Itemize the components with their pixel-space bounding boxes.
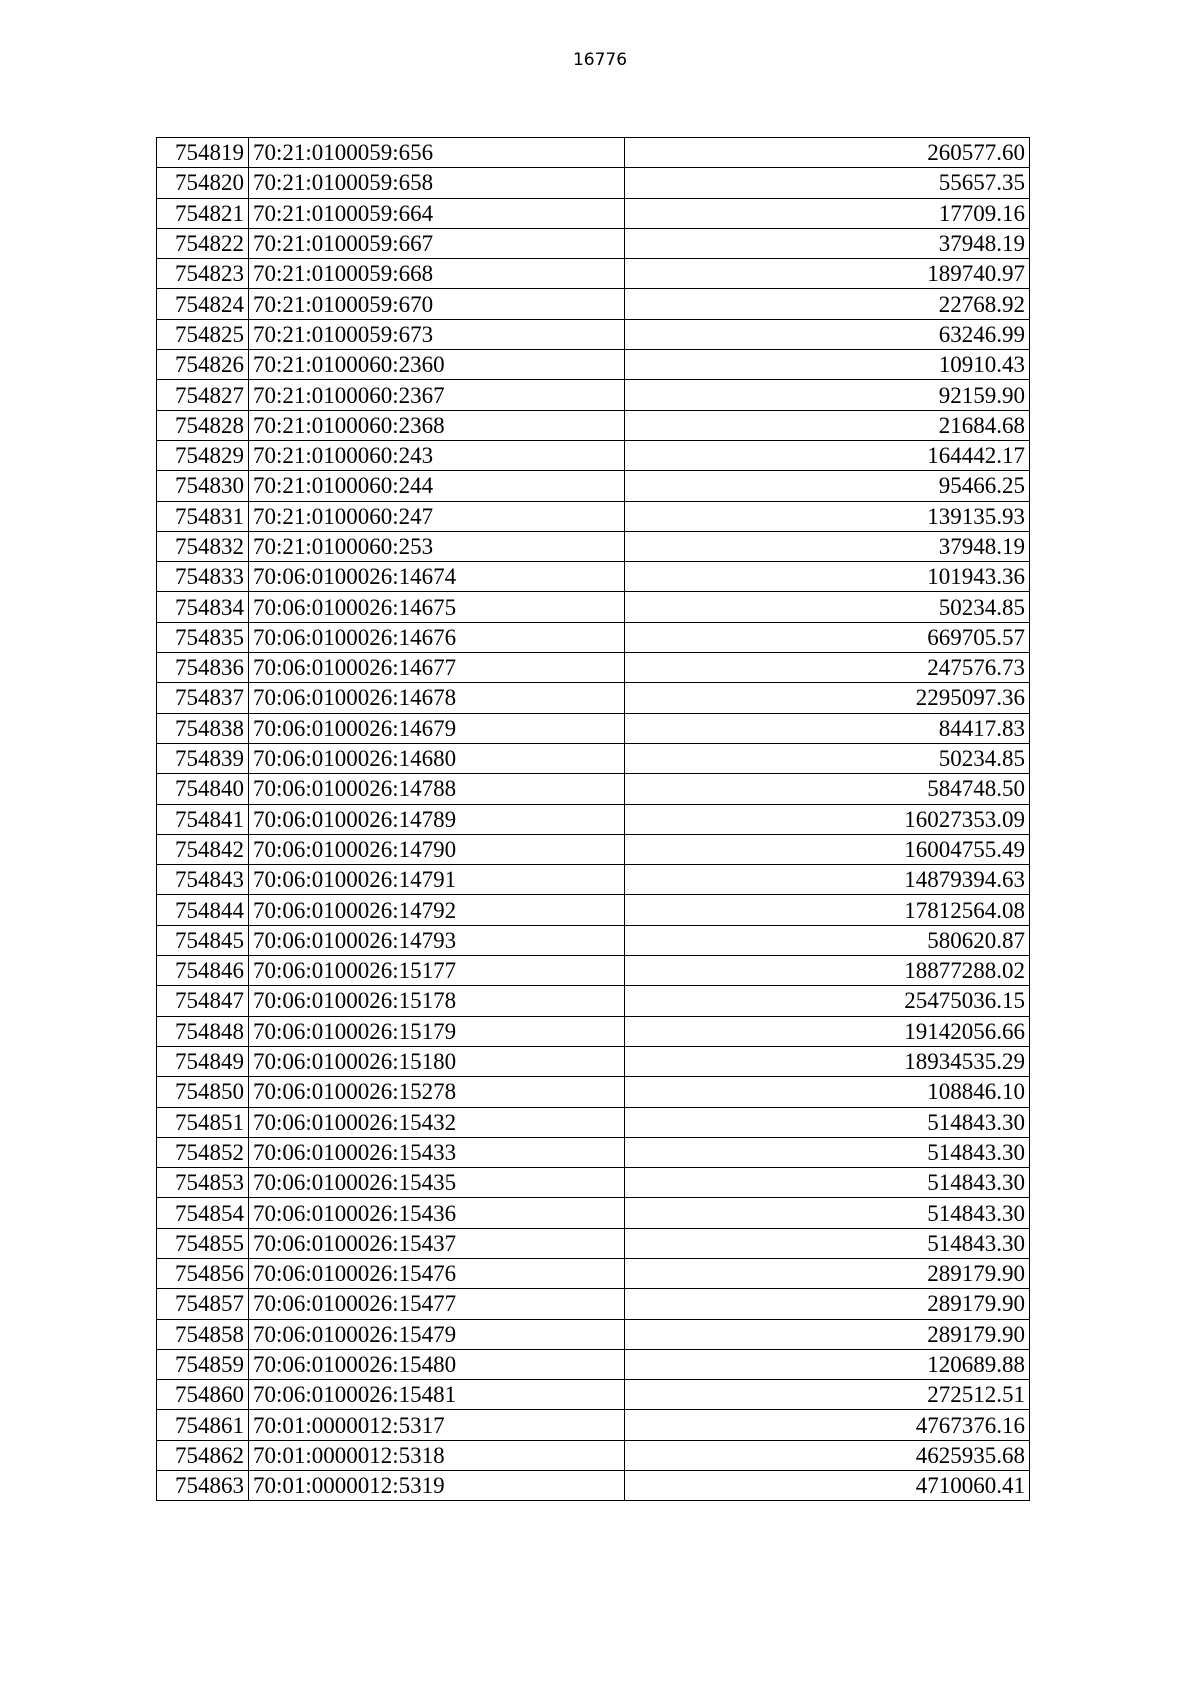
table-row — [157, 289, 1030, 319]
row-number-cell: 754854 — [157, 1198, 249, 1228]
row-number-cell: 754863 — [157, 1471, 249, 1501]
row-number-cell: 754855 — [157, 1228, 249, 1258]
table-row — [157, 1380, 1030, 1410]
table-row — [157, 410, 1030, 440]
table-row — [157, 531, 1030, 561]
row-number-cell: 754820 — [157, 168, 249, 198]
cadastral-number-cell: 70:01:0000012:5318 — [249, 1440, 625, 1470]
cadastral-number-cell: 70:21:0100060:247 — [249, 501, 625, 531]
table-row — [157, 471, 1030, 501]
value-cell: 289179.90 — [625, 1289, 1030, 1319]
row-number-cell: 754827 — [157, 380, 249, 410]
row-number-cell: 754841 — [157, 804, 249, 834]
table-row — [157, 138, 1030, 168]
row-number-cell: 754856 — [157, 1258, 249, 1288]
value-cell: 4710060.41 — [625, 1471, 1030, 1501]
table-row — [157, 925, 1030, 955]
value-cell: 580620.87 — [625, 925, 1030, 955]
value-cell: 260577.60 — [625, 138, 1030, 168]
cadastral-number-cell: 70:06:0100026:15179 — [249, 1016, 625, 1046]
table-row — [157, 1137, 1030, 1167]
row-number-cell: 754829 — [157, 440, 249, 470]
table-row — [157, 713, 1030, 743]
cadastral-number-cell: 70:21:0100059:673 — [249, 319, 625, 349]
table-row — [157, 1319, 1030, 1349]
row-number-cell: 754844 — [157, 895, 249, 925]
value-cell: 10910.43 — [625, 350, 1030, 380]
value-cell: 95466.25 — [625, 471, 1030, 501]
cadastral-number-cell: 70:06:0100026:15433 — [249, 1137, 625, 1167]
row-number-cell: 754826 — [157, 350, 249, 380]
row-number-cell: 754852 — [157, 1137, 249, 1167]
cadastral-number-cell: 70:06:0100026:14793 — [249, 925, 625, 955]
table-row — [157, 259, 1030, 289]
table-row — [157, 834, 1030, 864]
cadastral-number-cell: 70:21:0100060:253 — [249, 531, 625, 561]
row-number-cell: 754846 — [157, 956, 249, 986]
row-number-cell: 754835 — [157, 622, 249, 652]
cadastral-number-cell: 70:06:0100026:15476 — [249, 1258, 625, 1288]
cadastral-number-cell: 70:06:0100026:14680 — [249, 743, 625, 773]
value-cell: 4767376.16 — [625, 1410, 1030, 1440]
table-row — [157, 1410, 1030, 1440]
table-row — [157, 743, 1030, 773]
table-row — [157, 986, 1030, 1016]
value-cell: 101943.36 — [625, 562, 1030, 592]
cadastral-number-cell: 70:06:0100026:15435 — [249, 1168, 625, 1198]
table-row — [157, 319, 1030, 349]
value-cell: 514843.30 — [625, 1228, 1030, 1258]
row-number-cell: 754822 — [157, 228, 249, 258]
value-cell: 50234.85 — [625, 743, 1030, 773]
cadastral-number-cell: 70:21:0100059:667 — [249, 228, 625, 258]
cadastral-number-cell: 70:21:0100060:2367 — [249, 380, 625, 410]
table-row — [157, 228, 1030, 258]
row-number-cell: 754840 — [157, 774, 249, 804]
cadastral-number-cell: 70:06:0100026:15480 — [249, 1349, 625, 1379]
cadastral-number-cell: 70:06:0100026:14676 — [249, 622, 625, 652]
row-number-cell: 754858 — [157, 1319, 249, 1349]
cadastral-number-cell: 70:06:0100026:14675 — [249, 592, 625, 622]
value-cell: 514843.30 — [625, 1198, 1030, 1228]
cadastral-number-cell: 70:06:0100026:15477 — [249, 1289, 625, 1319]
row-number-cell: 754860 — [157, 1380, 249, 1410]
row-number-cell: 754836 — [157, 653, 249, 683]
table-row — [157, 1258, 1030, 1288]
cadastral-number-cell: 70:06:0100026:15481 — [249, 1380, 625, 1410]
table-row — [157, 198, 1030, 228]
row-number-cell: 754838 — [157, 713, 249, 743]
value-cell: 63246.99 — [625, 319, 1030, 349]
cadastral-number-cell: 70:21:0100059:664 — [249, 198, 625, 228]
value-cell: 55657.35 — [625, 168, 1030, 198]
cadastral-number-cell: 70:06:0100026:15432 — [249, 1107, 625, 1137]
cadastral-number-cell: 70:06:0100026:14791 — [249, 865, 625, 895]
value-cell: 92159.90 — [625, 380, 1030, 410]
table-row — [157, 1471, 1030, 1501]
table-row — [157, 440, 1030, 470]
value-cell: 584748.50 — [625, 774, 1030, 804]
cadastral-number-cell: 70:06:0100026:14674 — [249, 562, 625, 592]
row-number-cell: 754834 — [157, 592, 249, 622]
row-number-cell: 754831 — [157, 501, 249, 531]
row-number-cell: 754823 — [157, 259, 249, 289]
value-cell: 14879394.63 — [625, 865, 1030, 895]
table-row — [157, 774, 1030, 804]
row-number-cell: 754821 — [157, 198, 249, 228]
value-cell: 84417.83 — [625, 713, 1030, 743]
value-cell: 139135.93 — [625, 501, 1030, 531]
cadastral-number-cell: 70:06:0100026:14678 — [249, 683, 625, 713]
cadastral-number-cell: 70:01:0000012:5317 — [249, 1410, 625, 1440]
cadastral-number-cell: 70:06:0100026:14792 — [249, 895, 625, 925]
table-row — [157, 501, 1030, 531]
cadastral-number-cell: 70:21:0100060:244 — [249, 471, 625, 501]
cadastral-number-cell: 70:06:0100026:15177 — [249, 956, 625, 986]
cadastral-number-cell: 70:06:0100026:14788 — [249, 774, 625, 804]
table-row — [157, 865, 1030, 895]
value-cell: 272512.51 — [625, 1380, 1030, 1410]
table-row — [157, 562, 1030, 592]
value-cell: 189740.97 — [625, 259, 1030, 289]
table-row — [157, 1077, 1030, 1107]
row-number-cell: 754819 — [157, 138, 249, 168]
cadastral-number-cell: 70:06:0100026:15437 — [249, 1228, 625, 1258]
cadastral-number-cell: 70:21:0100059:658 — [249, 168, 625, 198]
value-cell: 514843.30 — [625, 1107, 1030, 1137]
value-cell: 37948.19 — [625, 531, 1030, 561]
value-cell: 514843.30 — [625, 1168, 1030, 1198]
cadastral-number-cell: 70:21:0100060:243 — [249, 440, 625, 470]
table-row — [157, 380, 1030, 410]
value-cell: 21684.68 — [625, 410, 1030, 440]
value-cell: 120689.88 — [625, 1349, 1030, 1379]
value-cell: 108846.10 — [625, 1077, 1030, 1107]
value-cell: 18934535.29 — [625, 1046, 1030, 1076]
table-row — [157, 683, 1030, 713]
value-cell: 514843.30 — [625, 1137, 1030, 1167]
table-row — [157, 1198, 1030, 1228]
table-row — [157, 1440, 1030, 1470]
cadastral-number-cell: 70:06:0100026:14677 — [249, 653, 625, 683]
value-cell: 164442.17 — [625, 440, 1030, 470]
registry-table — [156, 137, 1030, 1501]
table-row — [157, 1107, 1030, 1137]
value-cell: 17812564.08 — [625, 895, 1030, 925]
cadastral-number-cell: 70:06:0100026:15479 — [249, 1319, 625, 1349]
value-cell: 16027353.09 — [625, 804, 1030, 834]
row-number-cell: 754828 — [157, 410, 249, 440]
value-cell: 16004755.49 — [625, 834, 1030, 864]
row-number-cell: 754824 — [157, 289, 249, 319]
row-number-cell: 754843 — [157, 865, 249, 895]
table-row — [157, 168, 1030, 198]
table-row — [157, 1228, 1030, 1258]
row-number-cell: 754857 — [157, 1289, 249, 1319]
cadastral-number-cell: 70:21:0100059:668 — [249, 259, 625, 289]
table-row — [157, 1046, 1030, 1076]
row-number-cell: 754859 — [157, 1349, 249, 1379]
cadastral-number-cell: 70:06:0100026:14679 — [249, 713, 625, 743]
cadastral-number-cell: 70:01:0000012:5319 — [249, 1471, 625, 1501]
table-row — [157, 956, 1030, 986]
table-row — [157, 1289, 1030, 1319]
value-cell: 22768.92 — [625, 289, 1030, 319]
row-number-cell: 754861 — [157, 1410, 249, 1440]
cadastral-number-cell: 70:06:0100026:14789 — [249, 804, 625, 834]
cadastral-number-cell: 70:21:0100059:670 — [249, 289, 625, 319]
table-row — [157, 592, 1030, 622]
table-row — [157, 653, 1030, 683]
value-cell: 289179.90 — [625, 1258, 1030, 1288]
value-cell: 18877288.02 — [625, 956, 1030, 986]
value-cell: 2295097.36 — [625, 683, 1030, 713]
cadastral-number-cell: 70:21:0100060:2368 — [249, 410, 625, 440]
cadastral-number-cell: 70:06:0100026:15278 — [249, 1077, 625, 1107]
row-number-cell: 754853 — [157, 1168, 249, 1198]
value-cell: 37948.19 — [625, 228, 1030, 258]
row-number-cell: 754830 — [157, 471, 249, 501]
registry-table-body — [157, 138, 1030, 1501]
table-row — [157, 1168, 1030, 1198]
row-number-cell: 754839 — [157, 743, 249, 773]
row-number-cell: 754825 — [157, 319, 249, 349]
table-row — [157, 350, 1030, 380]
value-cell: 25475036.15 — [625, 986, 1030, 1016]
row-number-cell: 754848 — [157, 1016, 249, 1046]
table-row — [157, 1349, 1030, 1379]
table-row — [157, 895, 1030, 925]
table-row — [157, 804, 1030, 834]
row-number-cell: 754845 — [157, 925, 249, 955]
row-number-cell: 754851 — [157, 1107, 249, 1137]
cadastral-number-cell: 70:06:0100026:15436 — [249, 1198, 625, 1228]
value-cell: 669705.57 — [625, 622, 1030, 652]
row-number-cell: 754850 — [157, 1077, 249, 1107]
page-number: 16776 — [572, 50, 628, 70]
row-number-cell: 754862 — [157, 1440, 249, 1470]
row-number-cell: 754833 — [157, 562, 249, 592]
row-number-cell: 754847 — [157, 986, 249, 1016]
row-number-cell: 754837 — [157, 683, 249, 713]
table-row — [157, 1016, 1030, 1046]
value-cell: 289179.90 — [625, 1319, 1030, 1349]
row-number-cell: 754832 — [157, 531, 249, 561]
value-cell: 17709.16 — [625, 198, 1030, 228]
value-cell: 19142056.66 — [625, 1016, 1030, 1046]
value-cell: 4625935.68 — [625, 1440, 1030, 1470]
cadastral-number-cell: 70:06:0100026:15178 — [249, 986, 625, 1016]
cadastral-number-cell: 70:21:0100060:2360 — [249, 350, 625, 380]
cadastral-number-cell: 70:06:0100026:15180 — [249, 1046, 625, 1076]
table-row — [157, 622, 1030, 652]
cadastral-number-cell: 70:06:0100026:14790 — [249, 834, 625, 864]
cadastral-number-cell: 70:21:0100059:656 — [249, 138, 625, 168]
value-cell: 247576.73 — [625, 653, 1030, 683]
row-number-cell: 754842 — [157, 834, 249, 864]
value-cell: 50234.85 — [625, 592, 1030, 622]
row-number-cell: 754849 — [157, 1046, 249, 1076]
